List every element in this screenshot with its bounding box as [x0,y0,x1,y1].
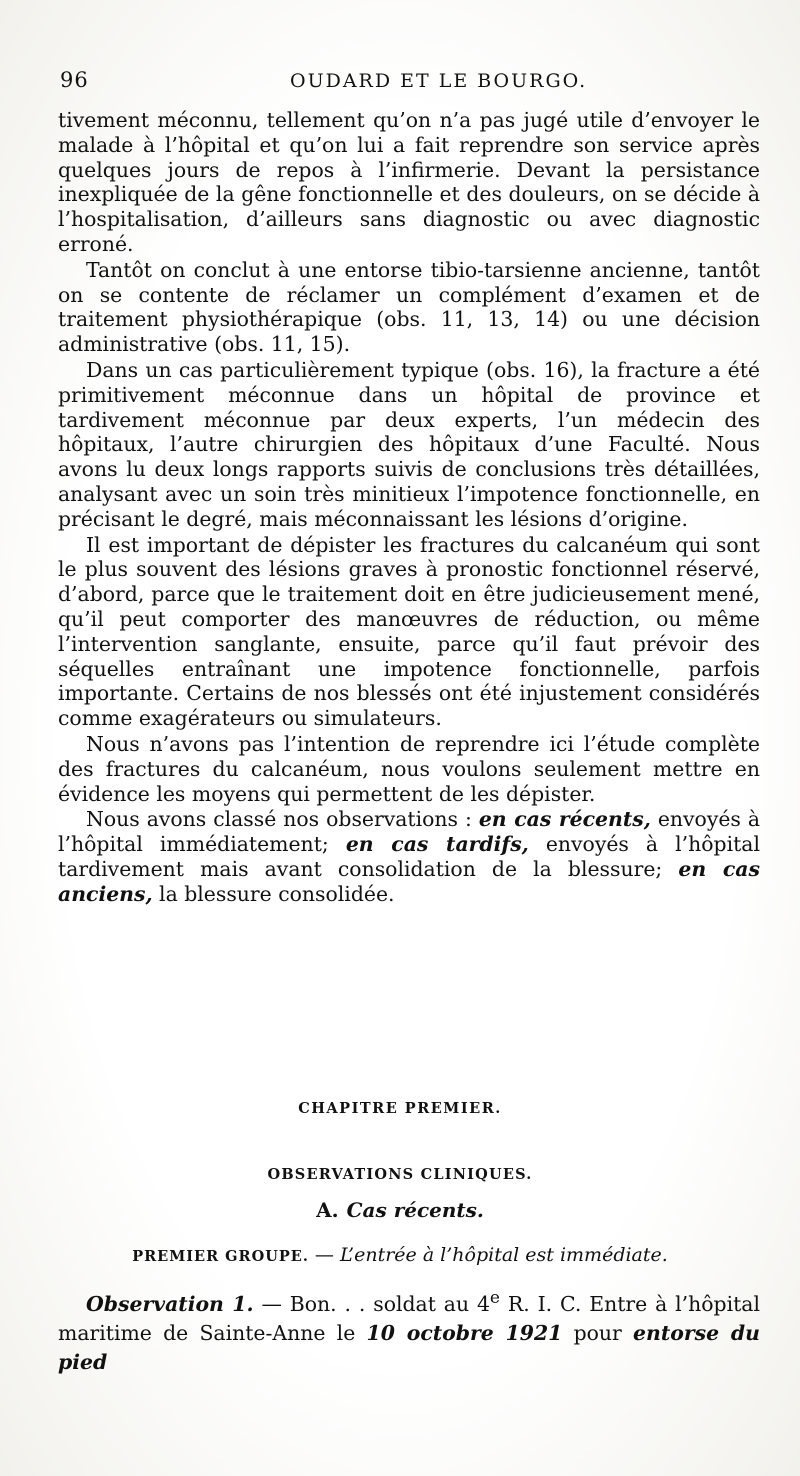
p6-cas-tardifs: en cas tardifs, [345,832,529,857]
page-header [60,68,760,98]
body-text [58,108,760,907]
paragraph-2: Tantôt on conclut à une entorse tibio-tarsienne ancienne, tantôt on se contente de réclamer un complément d’examen et de traitement physiothérapique (obs. 11, 13, 14) ou une décision administrative (obs. 11, 15). [58,257,760,357]
group-label: PREMIER GROUPE. [132,1248,309,1265]
observation-superscript: e [489,1288,500,1308]
p6-text-e: envoyés à l’hôpital tardivement mais avant consolidation de la blessure; [58,832,760,881]
p6-text-a: Nous avons classé nos observations : [86,807,479,832]
observation-text-2: R. I. C. Entre à l’hôpital maritime de Sainte-Anne le [58,1291,760,1345]
group-heading [0,1244,800,1266]
observation-label: Observation 1. [86,1291,254,1316]
p6-text-c: envoyés à l’hôpital immédiatement; [58,807,760,857]
page-number: 96 [60,68,89,92]
running-head: OUDARD ET LE BOURGO. [290,70,588,92]
section-heading: OBSERVATIONS CLINIQUES. [267,1166,533,1183]
paragraph-3: Dans un cas particulièrement typique (obs. 16), la fracture a été primitivement méconnue dans un hôpital de province et tardivement méconnue par deux experts, l’un médecin des hôpitaux, l’autre chirurgien des hôpitaux d’une Faculté. Nous avons lu deux longs rapports suivis de conclusions très détaillées, analysant avec un soin très minitieux l’impotence fonctionnelle, en précisant le degré, mais méconnaissant les lésions d’origine. [58,357,760,531]
chapter-heading: CHAPITRE PREMIER. [298,1100,502,1117]
subsection-letter: A. [316,1198,339,1222]
observation-text-1: — Bon. . . soldat au 4 [253,1291,490,1316]
p6-cas-recents: en cas récents, [478,807,651,832]
group-description: L’entrée à l’hôpital est immédiate. [339,1244,668,1266]
p6-text-g: la blessure consolidée. [152,881,395,906]
subsection-title: Cas récents. [346,1198,484,1222]
paragraph-4: Il est important de dépister les fractures du calcanéum qui sont le plus souvent des lésions graves à pronostic fonctionnel réservé, d’abord, parce que le traitement doit en être judicieusement mené, qu’il peut comporter des manœuvres de réduction, ou même l’intervention sanglante, ensuite, parce qu’il faut prévoir des séquelles entraînant une impotence fonctionnelle, parfois importante. Certains de nos blessés ont été injustement considérés comme exagérateurs ou simulateurs. [58,532,760,731]
p6-cas-anciens: en cas anciens, [58,856,760,906]
paragraph-1: tivement méconnu, tellement qu’on n’a pas jugé utile d’envoyer le malade à l’hôpital et qu’on lui a fait reprendre son service après quelques jours de repos à l’infirmerie. Devant la persistance inexpliquée de la gêne fonctionnelle et des douleurs, on se décide à l’hospitalisation, d’ailleurs sans diagnostic ou avec diagnostic erroné. [58,108,760,256]
group-dash: — [308,1244,340,1266]
observation-date: 10 octobre 1921 [366,1320,563,1345]
subsection-heading [0,1198,800,1222]
paragraph-6 [58,807,760,906]
observation-diagnosis: entorse du pied [58,1320,760,1374]
observation-1 [58,1284,760,1377]
observation-paragraph [58,1284,760,1377]
paragraph-5: Nous n’avons pas l’intention de reprendre ici l’étude complète des fractures du calcanéum, nous voulons seulement mettre en évidence les moyens qui permettent de les dépister. [58,731,760,806]
observation-text-3: pour [562,1320,634,1345]
